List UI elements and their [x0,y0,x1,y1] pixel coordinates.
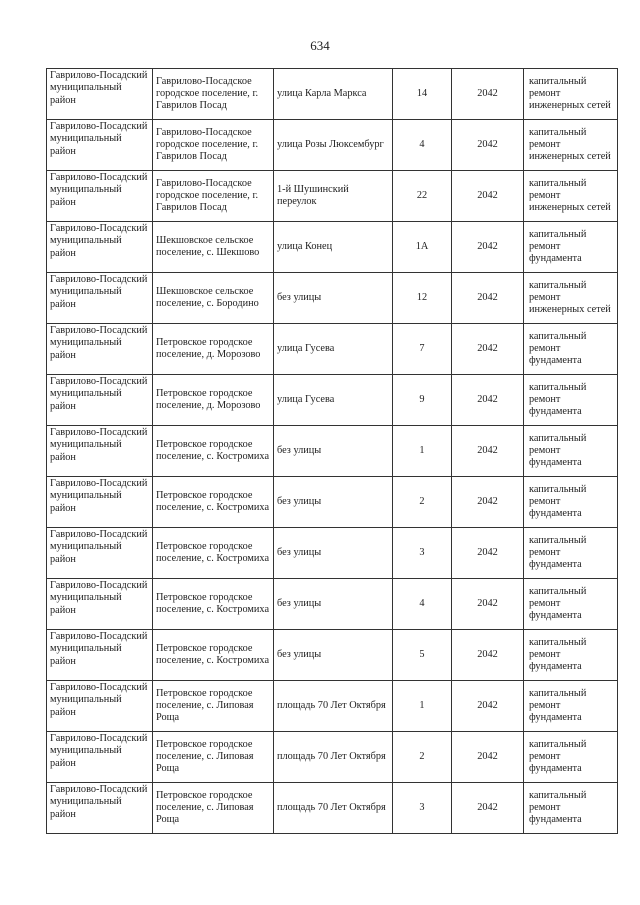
table-row [47,324,618,375]
settlement-cell: Гаврилово-Посадское городское поселение, г. Гаврилов Посад [153,171,274,222]
district-cell: Гаврилово-Посадский муниципальный район [47,579,153,630]
year-cell: 2042 [452,69,524,120]
district-cell: Гаврилово-Посадский муниципальный район [47,375,153,426]
year-cell: 2042 [452,324,524,375]
year-cell: 2042 [452,630,524,681]
street-cell: без улицы [274,579,393,630]
table-row [47,375,618,426]
table-row [47,732,618,783]
table-row [47,222,618,273]
page-number: 634 [310,38,330,53]
work-type-cell: капитальный ремонт фундамента [524,324,618,375]
settlement-cell: Гаврилово-Посадское городское поселение, г. Гаврилов Посад [153,69,274,120]
settlement-cell: Петровское городское поселение, с. Костромиха [153,426,274,477]
year-cell: 2042 [452,477,524,528]
house-number-cell: 3 [393,783,452,834]
house-number-cell: 14 [393,69,452,120]
work-type-cell: капитальный ремонт инженерных сетей [524,273,618,324]
year-cell: 2042 [452,426,524,477]
settlement-cell: Шекшовское сельское поселение, с. Бородино [153,273,274,324]
work-type-cell: капитальный ремонт фундамента [524,528,618,579]
street-cell: улица Розы Люксембург [274,120,393,171]
table-row [47,630,618,681]
table-row [47,528,618,579]
house-number-cell: 12 [393,273,452,324]
work-type-cell: капитальный ремонт инженерных сетей [524,171,618,222]
district-cell: Гаврилово-Посадский муниципальный район [47,222,153,273]
table-row [47,273,618,324]
settlement-cell: Петровское городское поселение, с. Костромиха [153,477,274,528]
district-cell: Гаврилово-Посадский муниципальный район [47,324,153,375]
street-cell: площадь 70 Лет Октября [274,681,393,732]
table-row [47,69,618,120]
street-cell: площадь 70 Лет Октября [274,732,393,783]
district-cell: Гаврилово-Посадский муниципальный район [47,783,153,834]
street-cell: без улицы [274,477,393,528]
work-type-cell: капитальный ремонт инженерных сетей [524,69,618,120]
district-cell: Гаврилово-Посадский муниципальный район [47,426,153,477]
year-cell: 2042 [452,579,524,630]
district-cell: Гаврилово-Посадский муниципальный район [47,528,153,579]
settlement-cell: Петровское городское поселение, с. Костромиха [153,579,274,630]
work-type-cell: капитальный ремонт фундамента [524,630,618,681]
house-number-cell: 1 [393,681,452,732]
table-row [47,120,618,171]
street-cell: площадь 70 Лет Октября [274,783,393,834]
work-type-cell: капитальный ремонт фундамента [524,783,618,834]
house-number-cell: 7 [393,324,452,375]
district-cell: Гаврилово-Посадский муниципальный район [47,630,153,681]
work-type-cell: капитальный ремонт фундамента [524,579,618,630]
work-type-cell: капитальный ремонт фундамента [524,681,618,732]
work-type-cell: капитальный ремонт фундамента [524,477,618,528]
year-cell: 2042 [452,783,524,834]
house-number-cell: 4 [393,120,452,171]
settlement-cell: Петровское городское поселение, с. Костромиха [153,528,274,579]
district-cell: Гаврилово-Посадский муниципальный район [47,732,153,783]
table-row [47,171,618,222]
table-row [47,477,618,528]
table-row [47,579,618,630]
house-number-cell: 22 [393,171,452,222]
street-cell: улица Гусева [274,375,393,426]
district-cell: Гаврилово-Посадский муниципальный район [47,273,153,324]
house-number-cell: 2 [393,732,452,783]
year-cell: 2042 [452,528,524,579]
settlement-cell: Петровское городское поселение, с. Костромиха [153,630,274,681]
table-row [47,783,618,834]
work-type-cell: капитальный ремонт инженерных сетей [524,120,618,171]
house-number-cell: 2 [393,477,452,528]
district-cell: Гаврилово-Посадский муниципальный район [47,120,153,171]
house-number-cell: 9 [393,375,452,426]
street-cell: улица Гусева [274,324,393,375]
work-type-cell: капитальный ремонт фундамента [524,732,618,783]
district-cell: Гаврилово-Посадский муниципальный район [47,171,153,222]
district-cell: Гаврилово-Посадский муниципальный район [47,477,153,528]
settlement-cell: Петровское городское поселение, с. Липовая Роща [153,681,274,732]
street-cell: 1-й Шушинский переулок [274,171,393,222]
year-cell: 2042 [452,120,524,171]
house-number-cell: 4 [393,579,452,630]
street-cell: без улицы [274,630,393,681]
work-type-cell: капитальный ремонт фундамента [524,426,618,477]
street-cell: без улицы [274,426,393,477]
year-cell: 2042 [452,375,524,426]
street-cell: улица Конец [274,222,393,273]
settlement-cell: Петровское городское поселение, с. Липовая Роща [153,732,274,783]
settlement-cell: Петровское городское поселение, д. Морозово [153,375,274,426]
year-cell: 2042 [452,171,524,222]
district-cell: Гаврилово-Посадский муниципальный район [47,681,153,732]
work-type-cell: капитальный ремонт фундамента [524,375,618,426]
settlement-cell: Петровское городское поселение, с. Липовая Роща [153,783,274,834]
table-row [47,681,618,732]
house-number-cell: 1 [393,426,452,477]
house-number-cell: 3 [393,528,452,579]
year-cell: 2042 [452,273,524,324]
year-cell: 2042 [452,681,524,732]
district-cell: Гаврилово-Посадский муниципальный район [47,69,153,120]
street-cell: без улицы [274,528,393,579]
house-number-cell: 1А [393,222,452,273]
table-row [47,426,618,477]
settlement-cell: Гаврилово-Посадское городское поселение, г. Гаврилов Посад [153,120,274,171]
work-type-cell: капитальный ремонт фундамента [524,222,618,273]
year-cell: 2042 [452,732,524,783]
house-number-cell: 5 [393,630,452,681]
street-cell: улица Карла Маркса [274,69,393,120]
settlement-cell: Шекшовское сельское поселение, с. Шекшово [153,222,274,273]
street-cell: без улицы [274,273,393,324]
year-cell: 2042 [452,222,524,273]
data-table [46,68,618,834]
settlement-cell: Петровское городское поселение, д. Морозово [153,324,274,375]
